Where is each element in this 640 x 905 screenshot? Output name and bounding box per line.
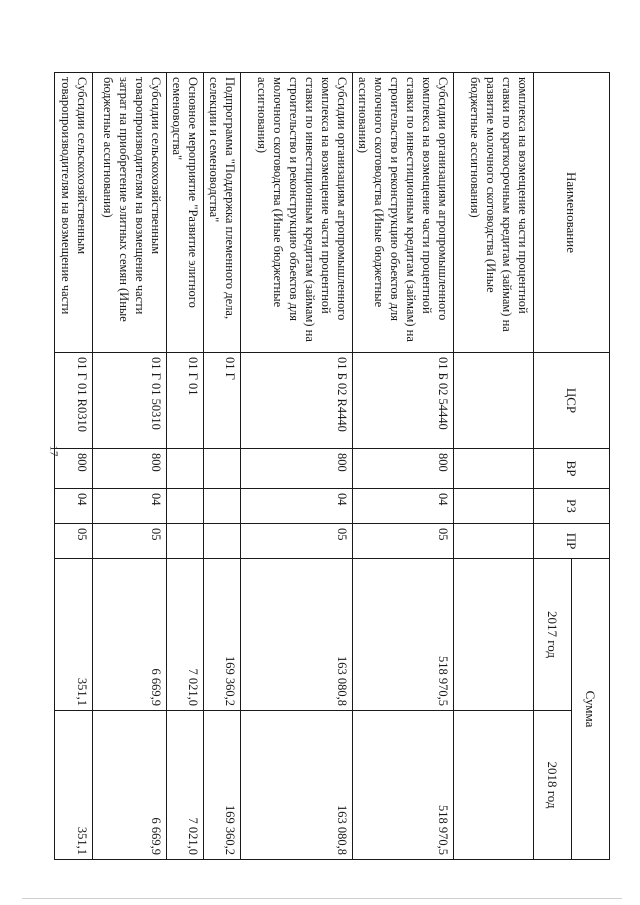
row-2017 [454, 559, 534, 711]
row-name: Субсидии организациям агропромышленного комплекса на возмещение части процентной ставки по инвестиционным кредитам (займам) на строительство и реконструкцию объектов для молочного скотоводства (Иные бюджетные ассигнования) [353, 73, 454, 353]
row-pr: 05 [55, 524, 93, 559]
row-2018: 351,1 [55, 711, 93, 860]
row-vr: 800 [55, 449, 93, 489]
row-2018: 163 080,8 [241, 711, 353, 860]
table-row [454, 73, 534, 860]
table-row [93, 73, 167, 860]
header-vr: ВР [534, 449, 610, 489]
row-pr: 05 [353, 524, 454, 559]
row-2018 [454, 711, 534, 860]
header-sum: Сумма [572, 559, 610, 860]
row-vr: 800 [93, 449, 167, 489]
row-pr: 05 [93, 524, 167, 559]
row-rz: 04 [353, 489, 454, 524]
page-edge-line [22, 898, 622, 899]
row-rz: 04 [93, 489, 167, 524]
row-name: Субсидии сельскохозяйственным товаропроизводителям на возмещение части затрат на приобретение элитных семян (Иные бюджетные ассигнования) [93, 73, 167, 353]
row-2017: 169 360,2 [204, 559, 241, 711]
row-rz [204, 489, 241, 524]
row-csr: 01 Б 02 54440 [353, 353, 454, 449]
row-name: Основное мероприятие "Развитие элитного семеноводства" [167, 73, 204, 353]
row-2017: 7 021,0 [167, 559, 204, 711]
row-name: Подпрограмма "Поддержка племенного дела, селекции и семеноводства" [204, 73, 241, 353]
row-pr [454, 524, 534, 559]
row-pr: 05 [241, 524, 353, 559]
table-row [241, 73, 353, 860]
row-vr [167, 449, 204, 489]
table-row [55, 73, 93, 860]
rotated-table-wrapper [54, 72, 610, 859]
row-2018: 169 360,2 [204, 711, 241, 860]
table-row [167, 73, 204, 860]
row-rz: 04 [241, 489, 353, 524]
row-2018: 7 021,0 [167, 711, 204, 860]
row-pr [204, 524, 241, 559]
row-name: Субсидии сельскохозяйственным товаропроизводителям на возмещение части [55, 73, 93, 353]
row-csr: 01 Г 01 R0310 [55, 353, 93, 449]
table-row [204, 73, 241, 860]
budget-table [54, 72, 610, 860]
header-2018: 2018 год [534, 711, 572, 860]
header-name: Наименование [534, 73, 610, 353]
header-csr: ЦСР [534, 353, 610, 449]
table-row [353, 73, 454, 860]
row-vr [204, 449, 241, 489]
row-rz [454, 489, 534, 524]
row-2018: 518 970,5 [353, 711, 454, 860]
row-csr [454, 353, 534, 449]
row-2018: 6 669,9 [93, 711, 167, 860]
row-name: комплекса на возмещение части процентной ставки по краткосрочным кредитам (займам) на развитие молочного скотоводства (Иные бюджетные ассигнования) [454, 73, 534, 353]
row-vr: 800 [241, 449, 353, 489]
row-csr: 01 Г 01 [167, 353, 204, 449]
row-2017: 518 970,5 [353, 559, 454, 711]
row-vr: 800 [353, 449, 454, 489]
page-number: 17 [47, 445, 60, 457]
header-pr: ПР [534, 524, 610, 559]
row-vr [454, 449, 534, 489]
row-rz [167, 489, 204, 524]
row-2017: 351,1 [55, 559, 93, 711]
row-pr [167, 524, 204, 559]
row-rz: 04 [55, 489, 93, 524]
row-csr: 01 Г [204, 353, 241, 449]
row-2017: 6 669,9 [93, 559, 167, 711]
header-2017: 2017 год [534, 559, 572, 711]
row-csr: 01 Г 01 50310 [93, 353, 167, 449]
row-csr: 01 Б 02 R4440 [241, 353, 353, 449]
row-2017: 163 080,8 [241, 559, 353, 711]
row-name: Субсидии организациям агропромышленного комплекса на возмещение части процентной ставки по инвестиционным кредитам (займам) на строительство и реконструкцию объектов для молочного скотоводства (Иные бюджетные ассигнования) [241, 73, 353, 353]
header-rz: РЗ [534, 489, 610, 524]
